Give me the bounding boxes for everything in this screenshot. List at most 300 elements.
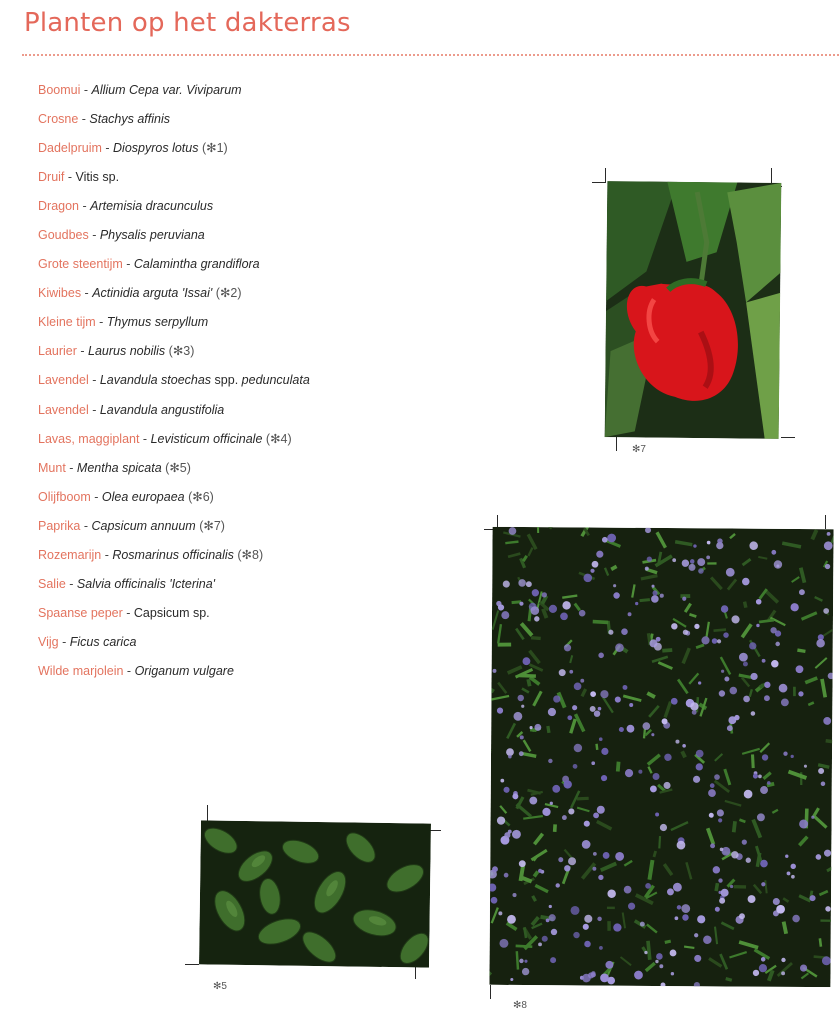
rosemary-flower [552, 785, 560, 793]
rosemary-flower [524, 960, 527, 963]
plant-common-name: Lavendel [38, 402, 89, 417]
rosemary-flower [673, 883, 682, 892]
rosemary-flower [519, 751, 524, 756]
rosemary-flower [823, 608, 829, 614]
rosemary-leaf [752, 754, 753, 768]
plant-latin-name: Lavandula angustifolia [99, 402, 225, 417]
rosemary-flower [597, 917, 602, 922]
rosemary-flower [677, 841, 686, 850]
plant-common-name: Goudbes [38, 228, 89, 243]
rosemary-flower [634, 971, 643, 980]
rosemary-flower [651, 585, 654, 588]
plant-entry [38, 197, 310, 226]
rosemary-flower [498, 911, 502, 915]
rosemary-flower [693, 776, 700, 783]
rosemary-flower [683, 630, 688, 635]
rosemary-flower [608, 630, 613, 635]
rosemary-leaf [512, 602, 521, 603]
rosemary-flower [744, 790, 753, 799]
rosemary-flower [526, 581, 532, 587]
rosemary-flower [530, 606, 539, 615]
plant-entry [38, 226, 310, 255]
rosemary-flower [781, 698, 789, 706]
plant-latin-name: Stachys affinis [89, 112, 170, 127]
rosemary-flower [809, 895, 815, 901]
rosemary-flower [549, 905, 552, 908]
rosemary-flower [728, 716, 736, 724]
rosemary-flower [564, 865, 570, 871]
rosemary-flower [713, 866, 720, 873]
name-separator: - [79, 199, 91, 214]
munt-photo-caption: ✻5 [213, 981, 227, 992]
plant-entry [38, 401, 310, 430]
rosemary-flower [584, 821, 590, 827]
rosemary-flower [590, 706, 596, 712]
rosemary-flower [548, 759, 552, 763]
rosemary-flower [721, 889, 729, 897]
name-separator: - [81, 286, 93, 301]
rosemary-leaf [662, 650, 672, 651]
rosemary-flower [694, 955, 701, 962]
rosemary-flower [675, 916, 679, 920]
rosemary-leaf [593, 622, 608, 623]
rosemary-flower [512, 793, 518, 799]
rosemary-flower [530, 726, 533, 729]
plant-latin-name: Physalis peruviana [99, 228, 205, 243]
rosemary-flower [615, 852, 624, 861]
rosemary-leaf [644, 729, 645, 738]
rosemary-flower [771, 550, 776, 555]
rosemary-flower [563, 780, 571, 788]
rosemary-flower [549, 914, 556, 921]
name-separator: - [95, 315, 107, 330]
rosemary-flower [785, 855, 788, 858]
rosemary-flower [722, 847, 731, 856]
rosemary-flower [520, 735, 524, 739]
rosemary-flower [584, 915, 592, 923]
rosemary-flower [518, 579, 526, 587]
plant-common-name: Lavas, maggiplant [38, 431, 140, 446]
rosemary-flower [602, 537, 608, 543]
rosemary-flower [682, 597, 686, 601]
rosemary-flower [659, 964, 663, 968]
rosemary-flower [504, 873, 509, 878]
rosemary-flower [642, 722, 650, 730]
rosemary-flower [574, 744, 582, 752]
rosemary-flower [811, 816, 814, 819]
photo-reference: (✻2) [215, 286, 242, 301]
rosemary-flower [709, 813, 714, 818]
rosemary-leaf [820, 938, 821, 946]
rosemary-flower [720, 848, 724, 852]
rosemary-flower [696, 763, 703, 770]
rosemary-flower [529, 797, 537, 805]
plant-latin-name: Actinidia arguta 'Issai' [92, 286, 213, 301]
rosemary-flower [551, 929, 557, 935]
photo-reference: (✻4) [265, 431, 292, 446]
rosemary-flower [761, 882, 765, 886]
plant-latin-name: Laurus nobilis [88, 344, 166, 359]
plant-entry [38, 459, 310, 488]
rosemary-leaf [682, 751, 685, 757]
plant-common-name: Vijg [38, 634, 59, 649]
plant-common-name: Salie [38, 576, 66, 591]
rosemary-flower [721, 670, 724, 673]
name-separator: - [88, 228, 100, 243]
rosemary-flower [647, 557, 652, 562]
plant-latin-name: Ficus carica [69, 634, 137, 649]
rosemary-flower [613, 584, 616, 587]
rosemary-flower [573, 932, 579, 938]
rosemary-flower [583, 924, 589, 930]
rosemary-flower [559, 669, 566, 676]
rosemary-flower [542, 592, 547, 597]
rosemary-flower [593, 852, 597, 856]
rosemary-flower [562, 815, 567, 820]
rosemary-flower [500, 779, 504, 783]
rosemary-flower [748, 895, 756, 903]
rosemary-flower [697, 915, 705, 923]
rosemary-flower [681, 904, 690, 913]
rosemary-leaf [528, 679, 530, 686]
rosemary-flower [690, 702, 698, 710]
rosemary-flower [694, 624, 699, 629]
plant-entry [38, 517, 310, 546]
rosemary-flower [591, 761, 595, 765]
plant-common-name: Kiwibes [38, 286, 82, 301]
crop-mark [490, 985, 491, 999]
rosemary-flower [781, 971, 785, 975]
rosemary-flower [512, 893, 516, 897]
plant-entry [38, 139, 310, 168]
plant-latin-name: Calamintha grandiflora [133, 257, 260, 272]
rosemary-flower [510, 978, 513, 981]
rosemary-flower [570, 906, 579, 915]
name-separator: - [80, 518, 92, 533]
plant-entry [38, 546, 310, 575]
rosemary-flower [628, 903, 635, 910]
rosemary-leaf [648, 941, 650, 960]
rosemary-flower [781, 958, 785, 962]
rosemary-flower [712, 638, 718, 644]
rosemary-flower [682, 559, 689, 566]
rosemary-flower [821, 781, 826, 786]
rosemary-flower [493, 669, 497, 673]
rosemary-flower [598, 653, 604, 659]
plant-entry [38, 430, 310, 459]
rosemary-flower [583, 574, 592, 583]
rosemary-flower [739, 653, 748, 662]
rosemary-flower [538, 942, 542, 946]
rosemary-flower [550, 802, 553, 805]
name-separator: - [101, 141, 114, 156]
rosemary-flower [651, 595, 659, 603]
rosemary-flower [579, 610, 586, 617]
rosemary-flower [567, 715, 572, 720]
plant-common-name: Dadelpruim [38, 141, 102, 156]
plant-latin-name: Artemisia dracunculus [90, 199, 214, 214]
rosemary-flower [584, 941, 591, 948]
name-separator: - [76, 344, 89, 359]
rosemary-flower [593, 812, 599, 818]
rosemary-flower [760, 860, 768, 868]
crop-mark [781, 437, 795, 438]
rosemary-flower [816, 639, 825, 648]
photo-reference: (✻8) [237, 547, 264, 562]
photo-reference: (✻3) [168, 344, 195, 359]
rosemary-flower [592, 867, 596, 871]
rosemary-flower [503, 787, 509, 793]
rosemary-flower [675, 740, 679, 744]
rosemary-flower [743, 661, 748, 666]
rosemary-flower [697, 558, 705, 566]
rosemary-flower [726, 568, 735, 577]
rosemary-flower [694, 933, 698, 937]
rosemary-flower [592, 561, 599, 568]
rosemary-flower [707, 541, 711, 545]
rosemary-flower [615, 696, 621, 702]
rosemary-leaf [684, 947, 694, 948]
rosemary-flower [818, 768, 824, 774]
rosemary-flower [625, 769, 633, 777]
rosemary-flower [664, 754, 671, 761]
name-separator: - [80, 83, 92, 97]
plant-latin-name: Rosmarinus officinalis [112, 547, 234, 562]
rosemary-leaf [538, 527, 539, 533]
rosemary-flower [560, 612, 568, 620]
rosemary-leaf [596, 744, 597, 750]
rosemary-flower [706, 555, 710, 559]
rosemary-flower [591, 971, 596, 976]
plant-latin-name: Diospyros lotus [113, 141, 199, 156]
name-separator: - [122, 257, 134, 272]
rosemary-flower [629, 703, 633, 707]
rosemary-flower [550, 957, 556, 963]
plant-entry [38, 488, 310, 517]
rosemary-flower [764, 695, 770, 701]
rosemary-flower [677, 905, 682, 910]
rosemary-flower [743, 696, 750, 703]
rosemary-flower [690, 559, 695, 564]
rosemary-flower [546, 919, 550, 923]
rosemary-flower [513, 712, 522, 721]
rosemary-flower [624, 886, 632, 894]
rosemary-flower [800, 964, 807, 971]
rosemary-flower [756, 599, 762, 605]
rosemary-flower [568, 857, 576, 865]
crop-mark [605, 168, 606, 182]
rosemary-flower [729, 687, 737, 695]
rosemary-flower [504, 832, 510, 838]
rosemary-flower [512, 830, 521, 839]
rosemary-flower [742, 578, 750, 586]
rosemary-flower [594, 710, 601, 717]
rosemary-flower [730, 885, 733, 888]
rosemary-flower [764, 682, 770, 688]
rosemary-flower [823, 717, 831, 725]
rosemary-flower [770, 627, 776, 633]
rosemary-flower [773, 898, 780, 905]
plant-entry [38, 168, 310, 197]
rosemary-flower [790, 603, 798, 611]
rosemary-flower [672, 558, 676, 562]
plant-entry [38, 81, 310, 110]
rosemary-flower [749, 541, 758, 550]
rosemary-leaf [577, 798, 589, 799]
rosemary-flower [542, 936, 548, 942]
rosemary-flower [534, 724, 541, 731]
rosemary-flower [822, 956, 831, 965]
rosemary-flower [774, 560, 782, 568]
rosemary-flower [558, 857, 563, 862]
plant-name-plain: Capsicum sp. [133, 605, 210, 620]
rosemary-flower [638, 770, 642, 774]
plant-common-name: Lavendel [38, 373, 89, 388]
plant-name-plain: spp. [214, 373, 239, 388]
rosemary-flower [791, 875, 795, 879]
crop-mark [185, 964, 199, 965]
rosemary-flower [635, 602, 638, 605]
rosemary-flower [607, 534, 616, 543]
rosemary-flower [600, 690, 608, 698]
rosemary-flower [776, 905, 785, 914]
plant-common-name: Druif [38, 170, 65, 185]
rosemary-flower [553, 695, 560, 702]
name-separator: - [90, 489, 102, 504]
rosemary-flower [619, 727, 624, 732]
name-separator: - [58, 634, 70, 649]
rosemary-flower [649, 639, 657, 647]
rosemary-leaf [524, 927, 526, 938]
rosemary-flower [799, 819, 808, 828]
name-separator: - [122, 605, 134, 620]
name-separator: - [65, 460, 77, 475]
rosemary-flower [731, 851, 738, 858]
plant-entry [38, 284, 310, 313]
rosemary-flower [650, 786, 657, 793]
crop-mark [825, 515, 826, 529]
photo-reference: (✻1) [201, 141, 228, 156]
rosemary-flower [640, 922, 645, 927]
rosemary-flower [749, 642, 756, 649]
rosemary-flower [568, 808, 574, 814]
rosemary-flower [574, 683, 582, 691]
rosemary-flower [708, 789, 716, 797]
rosemary-leaf [654, 851, 656, 857]
rosemary-leaf [517, 951, 518, 969]
rosemary-leaf [618, 762, 619, 772]
name-separator: - [65, 576, 77, 591]
rosemary-flower [532, 589, 539, 596]
rosemary-flower [613, 592, 620, 599]
plant-list [38, 81, 310, 691]
rosemary-flower [696, 750, 704, 758]
name-separator: - [64, 170, 76, 185]
rosemary-flower [522, 657, 530, 665]
plant-common-name: Grote steentijm [38, 257, 123, 272]
rosemary-flower [718, 818, 722, 822]
rosemary-flower [600, 973, 609, 982]
rosemary-flower [628, 612, 632, 616]
rosemary-flower [710, 843, 715, 848]
plant-common-name: Spaanse peper [38, 605, 123, 620]
plant-latin-name: Levisticum officinale [150, 431, 263, 446]
plant-entry [38, 371, 310, 400]
rosemary-flower [671, 698, 678, 705]
rosemary-flower [760, 786, 768, 794]
rosemary-flower [519, 959, 523, 963]
rosemary-flower [721, 605, 728, 612]
plant-common-name: Laurier [38, 344, 77, 359]
photo-reference: (✻6) [188, 489, 214, 504]
rosemary-flower [580, 679, 584, 683]
rosemary-leaf [797, 650, 805, 651]
rosemary-flower [824, 541, 833, 550]
plant-common-name: Paprika [38, 518, 81, 533]
rosemary-flower [757, 813, 765, 821]
rosemary-flower [572, 705, 577, 710]
rosemary-flower [799, 589, 805, 595]
rosemary-flower [598, 707, 602, 711]
rosemary-flower [596, 551, 603, 558]
rosemary-flower [599, 737, 603, 741]
rosemary-flower [498, 604, 504, 610]
plant-latin-name: Origanum vulgare [134, 663, 234, 678]
page-title: Planten op het dakterras [24, 8, 351, 38]
rosemary-flower [662, 718, 668, 724]
rosemary-leaf [726, 979, 732, 981]
rosemary-leaf [745, 602, 746, 608]
plant-entry [38, 604, 310, 633]
rosemary-flower [564, 644, 571, 651]
plant-entry [38, 313, 310, 342]
rosemary-flower [718, 878, 722, 882]
rosemary-flower [590, 569, 594, 573]
plant-entry [38, 575, 310, 604]
rosemary-flower [746, 858, 751, 863]
rosemary-flower [601, 748, 608, 755]
plant-latin-name: Mentha spicata [76, 460, 162, 475]
rosemary-flower [714, 774, 720, 780]
rosemary-flower [698, 568, 704, 574]
rosemary-flower [598, 875, 603, 880]
rosemary-flower [804, 765, 807, 768]
rosemary-flower [521, 705, 524, 708]
rosemary-flower [753, 774, 758, 779]
rosemary-flower [724, 677, 729, 682]
rosemary-flower [771, 660, 779, 668]
dotted-divider [22, 54, 839, 56]
rosemary-flower [509, 527, 517, 535]
name-separator: - [139, 431, 151, 446]
rosemary-flower [710, 783, 715, 788]
plant-common-name: Wilde marjolein [38, 663, 124, 678]
rosemary-flower [798, 691, 803, 696]
rosemary-flower [791, 864, 796, 869]
rosemary-flower [767, 781, 771, 785]
rosemary-flower [731, 615, 739, 623]
rosemary-flower [517, 695, 524, 702]
rosemary-flower [693, 544, 696, 547]
rosemary-flower [682, 744, 686, 748]
rosemary-flower [663, 782, 670, 789]
name-separator: - [78, 112, 90, 127]
rosemary-flower [519, 602, 523, 606]
rosemary-flower [779, 684, 788, 693]
rosemary-flower [501, 611, 509, 619]
rosemary-flower [825, 564, 830, 569]
rosemary-flower [613, 923, 621, 931]
